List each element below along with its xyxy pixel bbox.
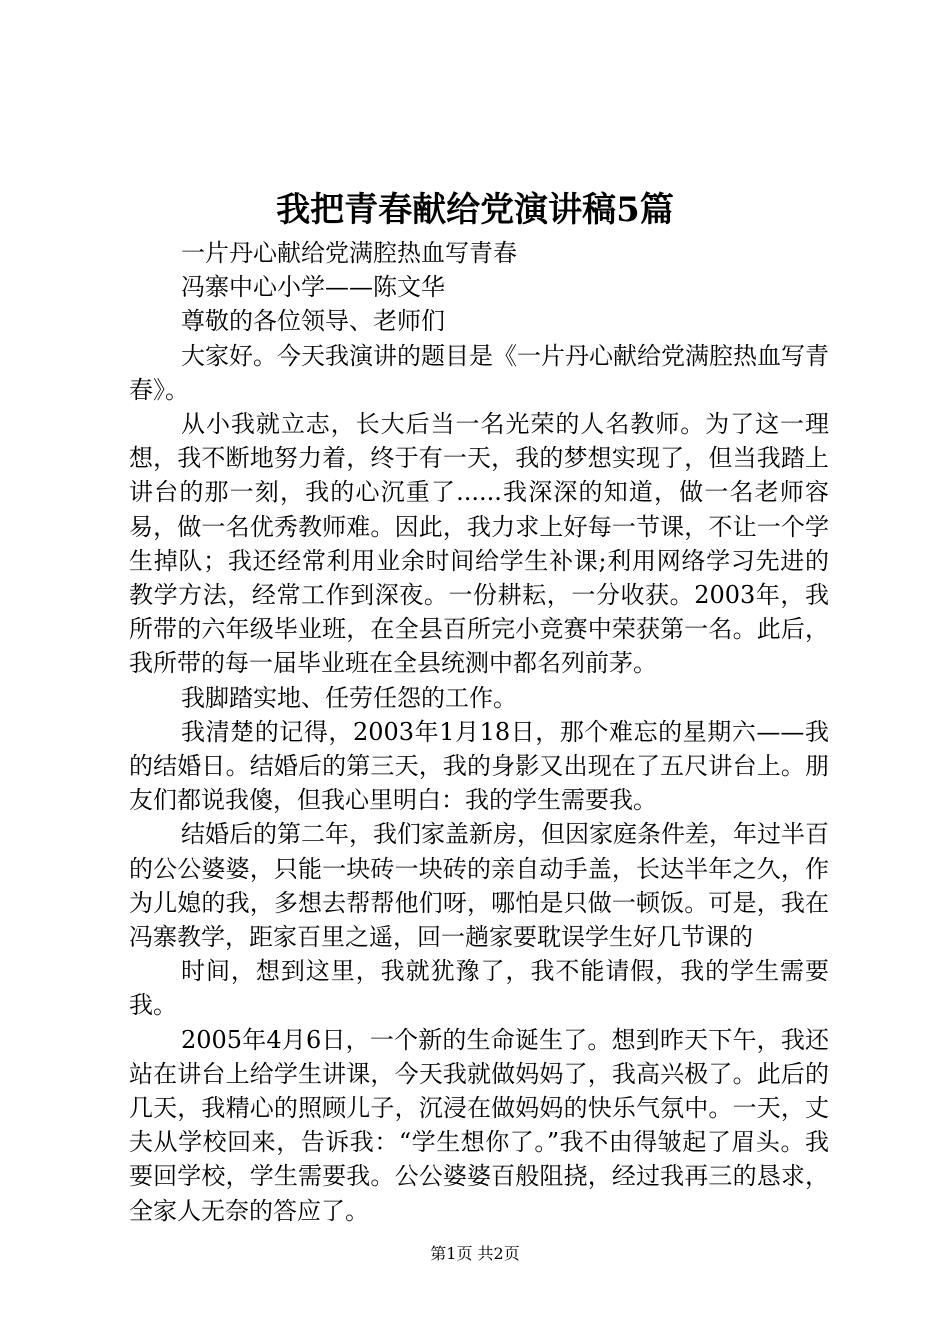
document-body: [129, 236, 829, 1228]
body-paragraph: 从小我就立志，长大后当一名光荣的人名教师。为了这一理想，我不断地努力着，终于有一天，我的梦想实现了，但当我踏上讲台的那一刻，我的心沉重了......我深深的知道，做一名老师容易，做一名优秀教师难。因此，我力求上好每一节课，不让一个学生掉队；我还经常利用业余时间给学生补课;利用网络学习先进的教学方法，经常工作到深夜。一份耕耘，一分收获。2003年，我所带的六年级毕业班，在全县百所完小竞赛中荣获第一名。此后，我所带的每一届毕业班在全县统测中都名列前茅。: [129, 410, 829, 678]
body-paragraph: 我清楚的记得，2003年1月18日，那个难忘的星期六——我的结婚日。结婚后的第三天，我的身影又出现在了五尺讲台上。朋友们都说我傻，但我心里明白：我的学生需要我。: [129, 717, 829, 815]
document-title: 我把青春献给党演讲稿5篇: [276, 190, 674, 230]
salutation: 尊敬的各位领导、老师们: [181, 307, 445, 336]
body-paragraph: 时间，想到这里，我就犹豫了，我不能请假，我的学生需要我。: [129, 957, 829, 1020]
subtitle-paragraph: 一片丹心献给党满腔热血写青春: [181, 239, 517, 267]
body-paragraph: 结婚后的第二年，我们家盖新房，但因家庭条件差，年过半百的公公婆婆，只能一块砖一块砖的亲自动手盖，长达半年之久，作为儿媳的我，多想去帮帮他们呀，哪怕是只做一顿饭。可是，我在冯寨教学，距家百里之遥，回一趟家要耽误学生好几节课的: [129, 820, 829, 952]
body-paragraph: 2005年4月6日，一个新的生命诞生了。想到昨天下午，我还站在讲台上给学生讲课，今天我就做妈妈了，我高兴极了。此后的几天，我精心的照顾儿子，沉浸在做妈妈的快乐气氛中。一天，丈夫从学校回来，告诉我：“学生想你了。”我不由得皱起了眉头。我要回学校，学生需要我。公公婆婆百般阻挠，经过我再三的恳求，全家人无奈的答应了。: [129, 1025, 829, 1225]
page-number-footer: 第1页 共2页: [430, 1244, 520, 1263]
body-paragraph: 我脚踏实地、任劳任怨的工作。: [181, 683, 517, 712]
author-line: 冯寨中心小学——陈文华: [181, 273, 445, 302]
body-paragraph: 大家好。今天我演讲的题目是《一片丹心献给党满腔热血写青春》。: [129, 341, 829, 404]
